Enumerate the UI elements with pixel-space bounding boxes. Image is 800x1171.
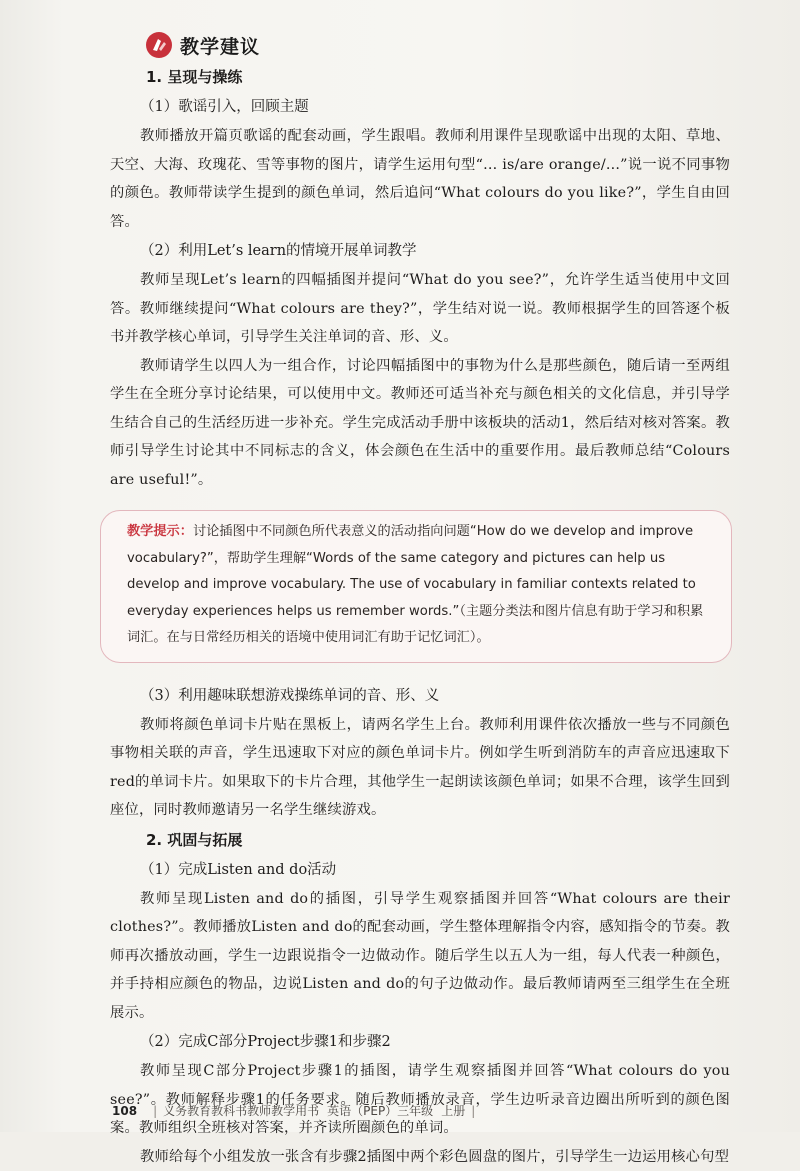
page-footer	[112, 1102, 481, 1119]
footer-separator: |	[153, 1104, 157, 1118]
subsection-1-3-title: （3）利用趣味联想游戏操练单词的音、形、义	[110, 681, 730, 711]
teaching-logo-icon	[146, 32, 172, 58]
paragraph: 教师播放开篇页歌谣的配套动画，学生跟唱。教师利用课件呈现歌谣中出现的太阳、草地、天空、大海、玫瑰花、雪等事物的图片，请学生运用句型“... is/are orange/...”说一说不同事物的颜色。教师带读学生提到的颜色单词，然后追问“What colours do you like?”，学生自由回答。	[110, 122, 730, 236]
subsection-2-2-title: （2）完成C部分Project步骤1和步骤2	[110, 1027, 730, 1057]
paragraph: 教师给每个小组发放一张含有步骤2插图中两个彩色圆盘的图片，引导学生一边运用核心句型	[110, 1143, 730, 1171]
paragraph: 教师呈现Let’s learn的四幅插图并提问“What do you see?”，允许学生适当使用中文回答。教师继续提问“What colours are they?”，学生结对说一说。教师根据学生的回答逐个板书并教学核心单词，引导学生关注单词的音、形、义。	[110, 266, 730, 352]
section-1-title: 1. 呈现与操练	[110, 62, 730, 92]
subsection-1-2-title: （2）利用Let’s learn的情境开展单词教学	[110, 236, 730, 266]
page-number: 108	[112, 1104, 137, 1118]
tip-body: 讨论插图中不同颜色所代表意义的活动指向问题“How do we develop and improve vocabulary?”，帮助学生理解“Words of the same category and pictures can help us develop and improve vocabulary. The use of vocabulary in familiar contexts related to everyday experiences helps us remember words.”（主题分类法和图片信息有助于学习和积累词汇。在与日常经历相关的语境中使用词汇有助于记忆词汇）。	[127, 524, 703, 645]
tip-text	[127, 519, 707, 652]
footer-subject: 英语（PEP）三年级	[327, 1102, 433, 1119]
paragraph: 教师呈现Listen and do的插图，引导学生观察插图并回答“What colours are their clothes?”。教师播放Listen and do的配套动画，学生整体理解指令内容，感知指令的节奏。教师再次播放动画，学生一边跟说指令一边做动作。随后学生以五人为一组，每人代表一种颜色，并手持相应颜色的物品，边说Listen and do的句子边做动作。最后教师请两至三组学生在全班展示。	[110, 885, 730, 1028]
footer-separator: |	[471, 1104, 475, 1118]
tip-label: 教学提示：	[127, 524, 193, 539]
teaching-tip-box	[100, 510, 732, 663]
footer-book-title: 义务教育教科书教师教学用书	[163, 1102, 319, 1119]
paragraph: 教师将颜色单词卡片贴在黑板上，请两名学生上台。教师利用课件依次播放一些与不同颜色事物相关联的声音，学生迅速取下对应的颜色单词卡片。例如学生听到消防车的声音应迅速取下red的单词卡片。如果取下的卡片合理，其他学生一起朗读该颜色单词；如果不合理，该学生回到座位，同时教师邀请另一名学生继续游戏。	[110, 711, 730, 825]
header-title: 教学建议	[180, 32, 260, 59]
paragraph: 教师呈现C部分Project步骤1的插图，请学生观察插图并回答“What colours do you see?”。教师解释步骤1的任务要求。随后教师播放录音，学生边听录音边圈出所听到的颜色图案。教师组织全班核对答案，并齐读所圈颜色的单词。	[110, 1057, 730, 1143]
subsection-1-1-title: （1）歌谣引入，回顾主题	[110, 92, 730, 122]
section-header	[146, 30, 260, 60]
section-2-title: 2. 巩固与拓展	[110, 825, 730, 855]
footer-volume: 上册	[441, 1102, 465, 1119]
main-content	[110, 62, 730, 1171]
paragraph: 教师请学生以四人为一组合作，讨论四幅插图中的事物为什么是那些颜色，随后请一至两组学生在全班分享讨论结果，可以使用中文。教师还可适当补充与颜色相关的文化信息，并引导学生结合自己的生活经历进一步补充。学生完成活动手册中该板块的活动1，然后结对核对答案。教师引导学生讨论其中不同标志的含义，体会颜色在生活中的重要作用。最后教师总结“Colours are useful!”。	[110, 352, 730, 495]
subsection-2-1-title: （1）完成Listen and do活动	[110, 855, 730, 885]
